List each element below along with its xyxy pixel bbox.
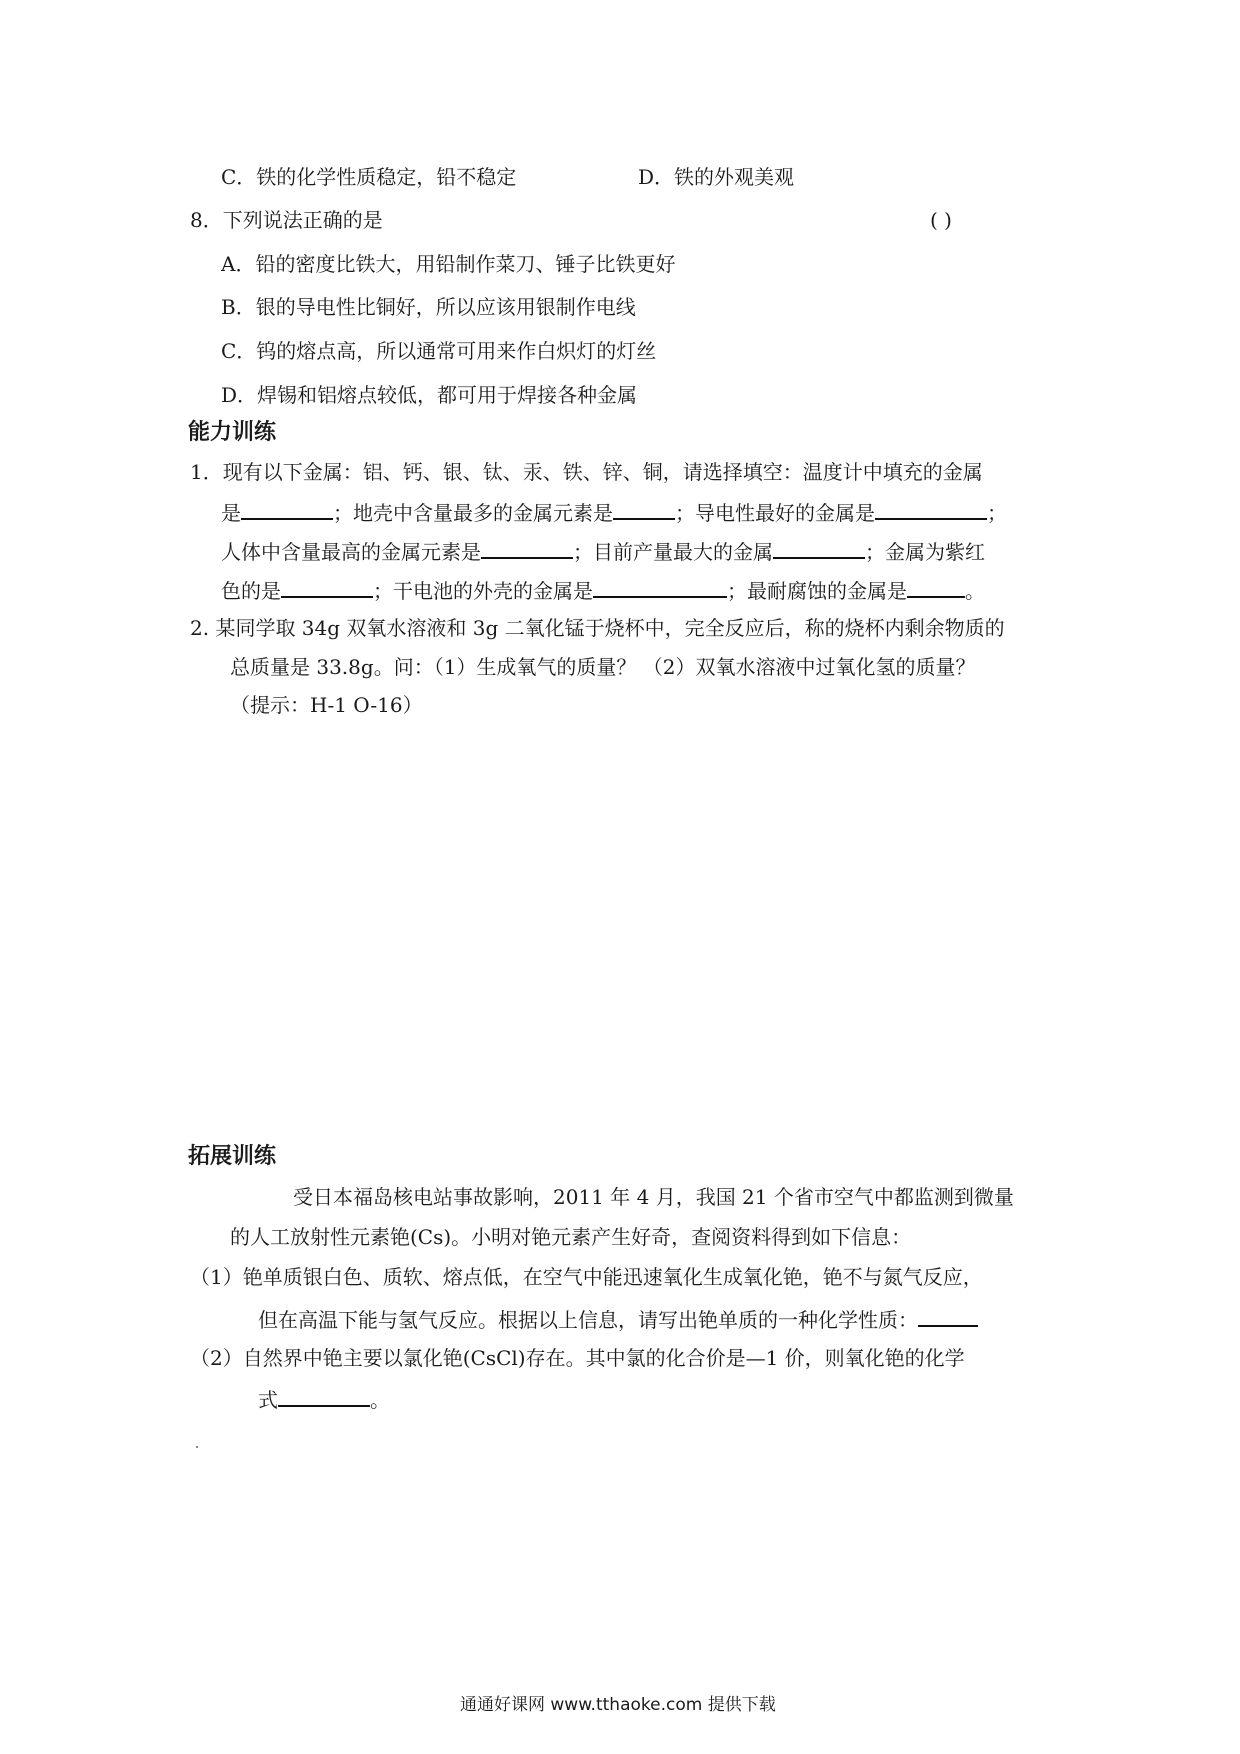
text: ；地壳中含量最多的金属元素是 — [333, 501, 613, 525]
extension-p1-line1: （1）铯单质银白色、质软、熔点低，在空气中能迅速氧化生成氧化铯，铯不与氮气反应， — [190, 1265, 983, 1289]
text: 是 — [221, 501, 241, 525]
ability-q1-line4 — [221, 574, 985, 606]
text: 式 — [258, 1388, 278, 1412]
answer-blank[interactable] — [773, 535, 865, 559]
ability-q2-line2: 总质量是 33.8g。问：（1）生成氧气的质量？ （2）双氧水溶液中过氧化氢的质量？ — [230, 655, 976, 679]
answer-blank[interactable] — [613, 496, 675, 520]
answer-blank[interactable] — [907, 574, 965, 598]
ability-q1-line3 — [221, 535, 985, 567]
text: ；目前产量最大的金属 — [573, 540, 773, 564]
footer-source: 通通好课网 www.tthaoke.com 提供下载 — [460, 1695, 776, 1715]
scan-speck — [196, 1446, 198, 1448]
extension-intro-line2: 的人工放射性元素铯(Cs)。小明对铯元素产生好奇，查阅资料得到如下信息： — [230, 1225, 912, 1249]
text: ；干电池的外壳的金属是 — [373, 579, 593, 603]
answer-blank[interactable] — [481, 535, 573, 559]
text: ；金属为紫红 — [865, 540, 985, 564]
text: 。 — [965, 579, 985, 603]
q7-option-d: D．铁的外观美观 — [638, 165, 795, 189]
text: 但在高温下能与氢气反应。根据以上信息，请写出铯单质的一种化学性质： — [258, 1308, 918, 1332]
text: 。 — [370, 1388, 390, 1412]
q8-option-a: A．铅的密度比铁大，用铅制作菜刀、锤子比铁更好 — [221, 252, 676, 276]
section-heading-extension: 拓展训练 — [188, 1144, 277, 1169]
extension-intro-line1: 受日本福岛核电站事故影响，2011 年 4 月，我国 21 个省市空气中都监测到微量 — [293, 1185, 1014, 1209]
q8-option-d: D．焊锡和铝熔点较低，都可用于焊接各种金属 — [221, 383, 638, 407]
q7-option-c: C．铁的化学性质稳定，铅不稳定 — [221, 165, 517, 189]
answer-blank[interactable] — [278, 1383, 370, 1407]
ability-q1-line2 — [221, 496, 1007, 528]
q8-option-b: B．银的导电性比铜好，所以应该用银制作电线 — [221, 295, 636, 319]
q8-answer-paren: ( ) — [930, 208, 952, 232]
text: ； — [987, 501, 1007, 525]
answer-blank[interactable] — [875, 496, 987, 520]
q8-option-c: C．钨的熔点高，所以通常可用来作白炽灯的灯丝 — [221, 339, 657, 363]
ability-q2-line1: 2. 某同学取 34g 双氧水溶液和 3g 二氧化锰于烧杯中，完全反应后，称的烧杯内剩余物质的 — [190, 616, 1005, 640]
answer-blank[interactable] — [593, 574, 727, 598]
answer-blank[interactable] — [918, 1303, 978, 1327]
answer-blank[interactable] — [281, 574, 373, 598]
extension-p2-line1: （2）自然界中铯主要以氯化铯(CsCl)存在。其中氯的化合价是—1 价，则氧化铯的化学 — [190, 1346, 965, 1370]
ability-q1-line1: 1．现有以下金属：铝、钙、银、钛、汞、铁、锌、铜，请选择填空：温度计中填充的金属 — [190, 460, 983, 484]
section-heading-ability: 能力训练 — [188, 420, 277, 445]
text: 色的是 — [221, 579, 281, 603]
extension-p2-line2 — [258, 1383, 390, 1415]
text: 人体中含量最高的金属元素是 — [221, 540, 481, 564]
answer-blank[interactable] — [241, 496, 333, 520]
q8-stem: 8．下列说法正确的是 — [190, 208, 383, 232]
ability-q2-line3: （提示：H-1 O-16） — [230, 693, 423, 717]
text: ；最耐腐蚀的金属是 — [727, 579, 907, 603]
text: ；导电性最好的金属是 — [675, 501, 875, 525]
extension-p1-line2 — [258, 1303, 978, 1335]
